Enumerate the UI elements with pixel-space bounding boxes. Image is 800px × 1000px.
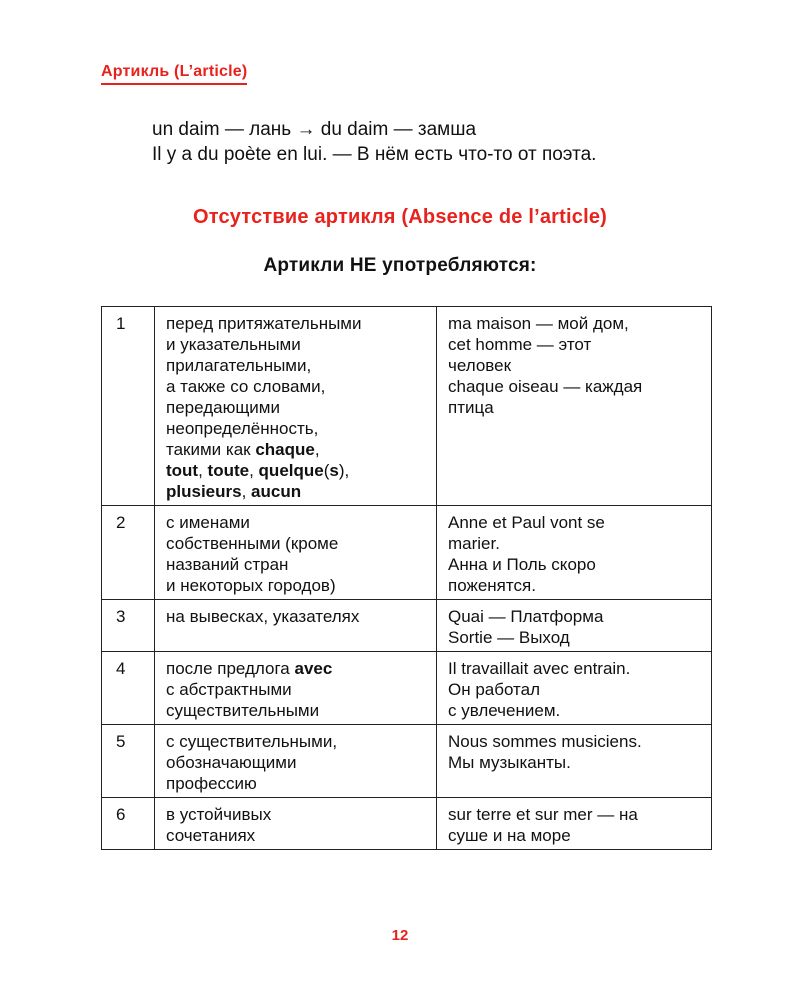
cell-line: и некоторых городов) <box>166 576 336 595</box>
example-cell <box>437 307 712 506</box>
cell-line: ma maison — мой дом, <box>448 314 629 333</box>
cell-line: обозначающими <box>166 753 297 772</box>
example-cell <box>437 506 712 600</box>
cell-line: marier. <box>448 534 500 553</box>
row-number: 2 <box>102 506 155 600</box>
example-cell <box>437 725 712 798</box>
row-number: 5 <box>102 725 155 798</box>
cell-line: Sortie — Выход <box>448 628 570 647</box>
cell-line: птица <box>448 398 494 417</box>
intro-examples <box>152 117 596 167</box>
section-title: Отсутствие артикля (Absence de l’article) <box>192 206 608 228</box>
cell-line: а также со словами, <box>166 377 326 396</box>
rule-cell <box>155 600 437 652</box>
row-number: 4 <box>102 652 155 725</box>
table-subtitle: Артикли НЕ употребляются: <box>263 255 537 276</box>
cell-line: Мы музыканты. <box>448 753 571 772</box>
rule-cell <box>155 506 437 600</box>
example-line: Il y a du poète en lui. — В нём есть что-то от поэта. <box>152 144 597 165</box>
rules-table <box>101 306 712 850</box>
cell-line: с существительными, <box>166 732 338 751</box>
cell-line: с абстрактными <box>166 680 292 699</box>
cell-line: plusieurs, aucun <box>166 482 302 501</box>
cell-line: sur terre et sur mer — на <box>448 805 638 824</box>
row-number: 1 <box>102 307 155 506</box>
cell-line: поженятся. <box>448 576 536 595</box>
table-row <box>102 506 712 600</box>
cell-line: Nous sommes musiciens. <box>448 732 642 751</box>
rules-table-body <box>102 307 712 850</box>
table-row <box>102 725 712 798</box>
cell-line: Анна и Поль скоро <box>448 555 596 574</box>
cell-line: на вывесках, указателях <box>166 607 360 626</box>
cell-line: chaque oiseau — каждая <box>448 377 643 396</box>
cell-line: неопределённость, <box>166 419 319 438</box>
cell-line: cet homme — этот <box>448 335 592 354</box>
cell-line: Он работал <box>448 680 541 699</box>
cell-line: с увлечением. <box>448 701 561 720</box>
cell-line: суше и на море <box>448 826 571 845</box>
row-number: 6 <box>102 798 155 850</box>
rule-cell <box>155 798 437 850</box>
rule-cell <box>155 307 437 506</box>
cell-line: прилагательными, <box>166 356 312 375</box>
example-cell <box>437 600 712 652</box>
rule-cell <box>155 652 437 725</box>
cell-line: Il travaillait avec entrain. <box>448 659 631 678</box>
cell-line: tout, toute, quelque(s), <box>166 461 350 480</box>
cell-line: существительными <box>166 701 320 720</box>
table-row <box>102 798 712 850</box>
cell-line: сочетаниях <box>166 826 256 845</box>
cell-line: и указательными <box>166 335 301 354</box>
example-cell <box>437 798 712 850</box>
cell-line: собственными (кроме <box>166 534 339 553</box>
table-row <box>102 600 712 652</box>
cell-line: Anne et Paul vont se <box>448 513 605 532</box>
cell-line: такими как chaque, <box>166 440 320 459</box>
table-row <box>102 307 712 506</box>
cell-line: человек <box>448 356 512 375</box>
cell-line: Quai — Платформа <box>448 607 604 626</box>
cell-line: в устойчивых <box>166 805 272 824</box>
example-line: un daim — лань → du daim — замша <box>152 119 477 140</box>
cell-line: названий стран <box>166 555 289 574</box>
rule-cell <box>155 725 437 798</box>
cell-line: передающими <box>166 398 280 417</box>
page-number: 12 <box>391 927 409 944</box>
example-cell <box>437 652 712 725</box>
cell-line: с именами <box>166 513 250 532</box>
chapter-header: Артикль (L’article) <box>101 63 247 85</box>
cell-line: профессию <box>166 774 257 793</box>
cell-line: перед притяжательными <box>166 314 362 333</box>
table-row <box>102 652 712 725</box>
row-number: 3 <box>102 600 155 652</box>
cell-line: после предлога avec <box>166 659 333 678</box>
